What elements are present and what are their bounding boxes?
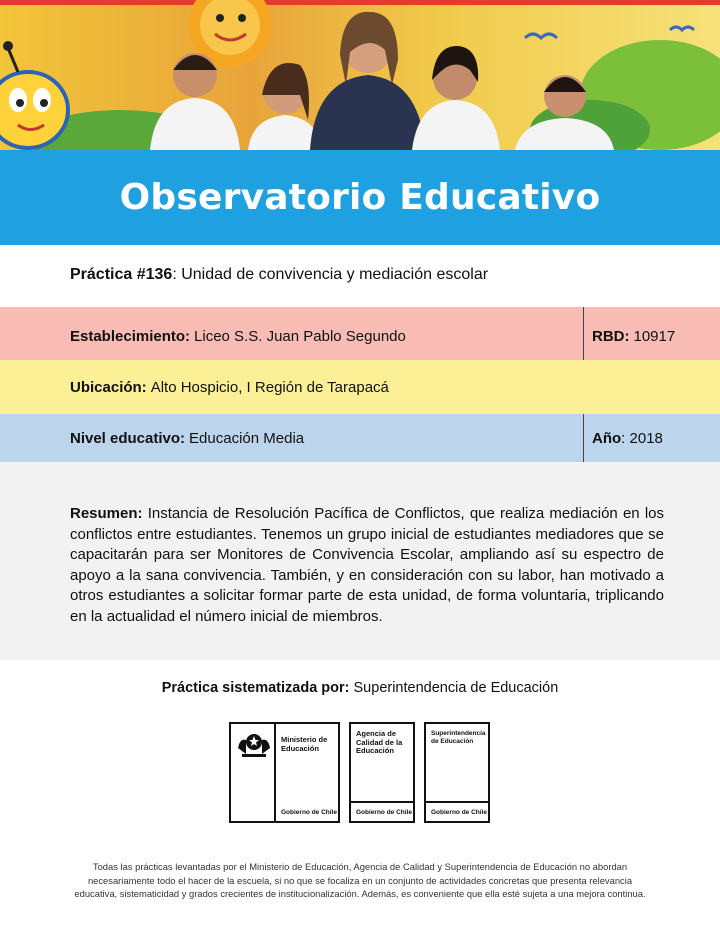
sistematizada-value: Superintendencia de Educación	[353, 680, 559, 696]
hero-illustration	[0, 0, 720, 150]
sistematizada-label: Práctica sistematizada por:	[161, 680, 350, 696]
footer-line-1: Todas las prácticas levantadas por el Ministerio de Educación, Agencia de Calidad y Superintendencia de Educación no abordan	[92, 861, 628, 872]
nivel-cell	[0, 414, 583, 462]
super-name	[431, 730, 486, 745]
establecimiento-label: Establecimiento:	[70, 328, 191, 345]
nivel-row	[0, 414, 720, 462]
summary-body: Instancia de Resolución Pacífica de Conflictos, que realiza mediación en los conflictos entre estudiantes. Tenemos un grupo inicial de estudiantes mediadores que se capacitarán para ser Monitores de Convivencia Escolar, ampliando así su espectro de apoyo a la sana convivencia. También, y en consideración con su labor, han motivado a otros estudiantes a solicitar formar parte de esta unidad, de forma voluntaria, triplicando en la actualidad el número inicial de miembros.	[70, 505, 664, 625]
ubicacion-value: Alto Hospicio, I Región de Tarapacá	[150, 378, 389, 396]
agencia-line2: Calidad de la	[356, 737, 403, 747]
establecimiento-cell	[0, 307, 583, 360]
establecimiento-value: Liceo S.S. Juan Pablo Segundo	[194, 328, 406, 345]
super-line1: Superintendencia	[431, 730, 486, 737]
agencia-stripe	[351, 801, 413, 803]
nivel-value: Educación Media	[189, 429, 305, 447]
summary-label: Resumen:	[70, 505, 143, 522]
practica-value: : Unidad de convivencia y mediación escolar	[172, 266, 489, 283]
coat-of-arms-column	[231, 724, 276, 821]
chile-coat-of-arms-icon	[234, 730, 274, 760]
practica-line	[70, 266, 488, 284]
nivel-label: Nivel educativo:	[70, 429, 186, 447]
anio-value: : 2018	[621, 429, 663, 447]
rbd-label: RBD:	[592, 328, 630, 345]
mineduc-line1: Ministerio de	[281, 735, 328, 744]
logo-ministerio-educacion	[229, 722, 340, 823]
agencia-name	[356, 730, 402, 756]
anio-label: Año	[592, 429, 622, 447]
sistematizada-line	[0, 680, 720, 696]
rbd-cell	[583, 307, 720, 360]
super-gobierno: Gobierno de Chile	[431, 809, 487, 816]
mineduc-name	[281, 736, 327, 753]
hero-photo	[0, 0, 720, 150]
rbd-value: 10917	[633, 328, 676, 345]
ubicacion-label: Ubicación:	[70, 378, 147, 396]
establecimiento-row	[0, 307, 720, 360]
summary-text	[70, 504, 664, 628]
footer-line-2: necesariamente todo el hacer de la escuela, si no que se focaliza en un conjunto de actividades concretas que presenta relevancia	[87, 874, 633, 886]
anio-cell	[583, 414, 720, 462]
logo-superintendencia	[424, 722, 490, 823]
ubicacion-row	[0, 360, 720, 414]
title-banner	[0, 150, 720, 245]
page-title: Observatorio Educativo	[119, 177, 601, 218]
ubicacion-cell	[0, 360, 720, 414]
super-line2: de Educación	[431, 737, 474, 745]
agencia-line3: Educación	[356, 746, 394, 755]
summary-section	[0, 462, 720, 660]
footer-line-3: educativa, sistematicidad y grados crecientes de institucionalización. Además, es conveniente que ella esté sujeta a una mejora continua.	[74, 888, 646, 900]
mineduc-gobierno: Gobierno de Chile	[281, 809, 337, 816]
super-stripe	[426, 801, 488, 803]
footer-disclaimer	[60, 860, 660, 901]
mineduc-line2: Educación	[281, 743, 319, 753]
agencia-gobierno: Gobierno de Chile	[356, 809, 412, 816]
logo-agencia-calidad	[349, 722, 415, 823]
practica-label: Práctica #136	[70, 266, 173, 283]
agencia-line1: Agencia de	[356, 729, 397, 738]
